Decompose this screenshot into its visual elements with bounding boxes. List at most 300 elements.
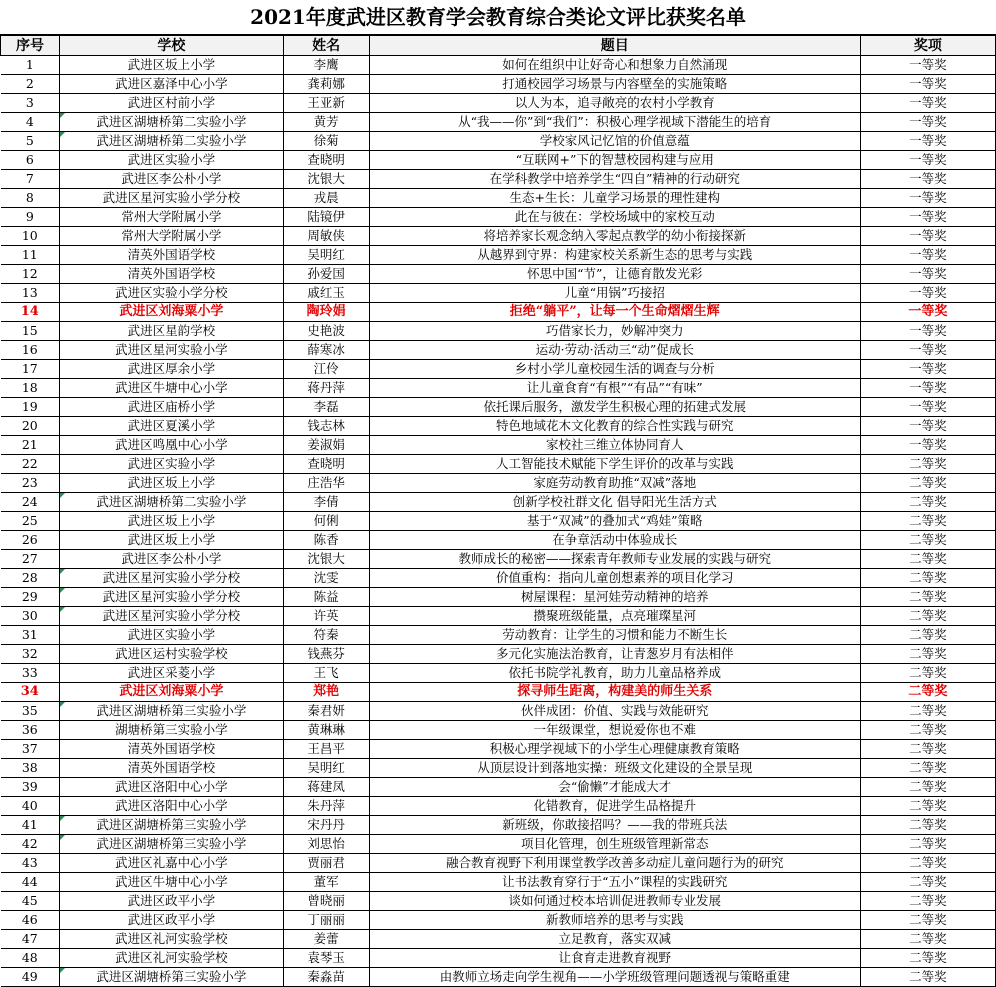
cell-award[interactable]: 二等奖 (860, 949, 995, 968)
cell-name[interactable]: 钱燕芬 (283, 645, 369, 664)
cell-no[interactable]: 6 (1, 151, 60, 170)
cell-name[interactable]: 李鹰 (283, 56, 369, 75)
cell-name[interactable]: 符秦 (283, 626, 369, 645)
cell-school[interactable]: 武进区湖塘桥第三实验小学 (60, 702, 283, 721)
cell-name[interactable]: 查晓明 (283, 151, 369, 170)
cell-award[interactable]: 二等奖 (860, 493, 995, 512)
cell-school[interactable]: 武进区礼河实验学校 (60, 949, 283, 968)
table-row (1, 170, 996, 189)
cell-no[interactable]: 44 (1, 873, 60, 892)
table-row (1, 360, 996, 379)
header-no[interactable]: 序号 (1, 36, 60, 56)
cell-topic[interactable]: 以人为本，追寻敞亮的农村小学教育 (369, 94, 860, 113)
cell-topic[interactable]: 积极心理学视域下的小学生心理健康教育策略 (369, 740, 860, 759)
cell-no[interactable]: 26 (1, 531, 60, 550)
cell-topic[interactable]: 儿童“用锅”巧接招 (369, 284, 860, 303)
cell-name[interactable]: 陈益 (283, 588, 369, 607)
cell-no[interactable]: 41 (1, 816, 60, 835)
table-row (1, 588, 996, 607)
cell-award[interactable]: 二等奖 (860, 930, 995, 949)
cell-no[interactable]: 14 (1, 303, 60, 322)
cell-name[interactable]: 王昌平 (283, 740, 369, 759)
cell-topic[interactable]: 探寻师生距离，构建美的师生关系 (369, 683, 860, 702)
cell-no[interactable]: 3 (1, 94, 60, 113)
cell-school[interactable]: 武进区湖塘桥第二实验小学 (60, 493, 283, 512)
cell-school[interactable]: 武进区嘉泽中心小学 (60, 75, 283, 94)
cell-name[interactable]: 史艳波 (283, 322, 369, 341)
cell-name[interactable]: 姜淑娟 (283, 436, 369, 455)
table-row (1, 189, 996, 208)
table-row (1, 664, 996, 683)
cell-no[interactable]: 25 (1, 512, 60, 531)
table-row (1, 246, 996, 265)
table-row (1, 607, 996, 626)
cell-no[interactable]: 37 (1, 740, 60, 759)
cell-topic[interactable]: 谈如何通过校本培训促进教师专业发展 (369, 892, 860, 911)
cell-topic[interactable]: 从“我——你”到“我们”：积极心理学视域下潜能生的培育 (369, 113, 860, 132)
cell-school[interactable]: 武进区政平小学 (60, 911, 283, 930)
table-row (1, 645, 996, 664)
cell-topic[interactable]: 运动·劳动·活动三“动”促成长 (369, 341, 860, 360)
cell-school[interactable]: 武进区实验小学 (60, 151, 283, 170)
cell-name[interactable]: 许英 (283, 607, 369, 626)
table-row (1, 303, 996, 322)
cell-name[interactable]: 庄浩华 (283, 474, 369, 493)
cell-topic[interactable]: 将培养家长观念纳入零起点教学的幼小衔接探新 (369, 227, 860, 246)
cell-award[interactable]: 一等奖 (860, 94, 995, 113)
cell-award[interactable]: 二等奖 (860, 759, 995, 778)
cell-school[interactable]: 武进区洛阳中心小学 (60, 778, 283, 797)
cell-school[interactable]: 武进区牛塘中心小学 (60, 379, 283, 398)
table-row (1, 75, 996, 94)
cell-topic[interactable]: 人工智能技术赋能下学生评价的改革与实践 (369, 455, 860, 474)
cell-award[interactable]: 二等奖 (860, 702, 995, 721)
table-row (1, 835, 996, 854)
cell-no[interactable]: 45 (1, 892, 60, 911)
table-row (1, 493, 996, 512)
cell-name[interactable]: 陶玲娟 (283, 303, 369, 322)
table-row (1, 322, 996, 341)
cell-topic[interactable]: 从顶层设计到落地实操：班级文化建设的全景呈现 (369, 759, 860, 778)
cell-name[interactable]: 周敏侠 (283, 227, 369, 246)
cell-name[interactable]: 姜蕾 (283, 930, 369, 949)
cell-award[interactable]: 一等奖 (860, 436, 995, 455)
cell-name[interactable]: 王飞 (283, 664, 369, 683)
cell-name[interactable]: 贾丽君 (283, 854, 369, 873)
cell-name[interactable]: 刘思怡 (283, 835, 369, 854)
cell-award[interactable]: 二等奖 (860, 721, 995, 740)
cell-school[interactable]: 武进区鸣凰中心小学 (60, 436, 283, 455)
cell-award[interactable]: 一等奖 (860, 303, 995, 322)
table-row (1, 911, 996, 930)
cell-no[interactable]: 35 (1, 702, 60, 721)
cell-topic[interactable]: 巧借家长力，妙解冲突力 (369, 322, 860, 341)
cell-topic[interactable]: 一年级课堂，想说爱你也不难 (369, 721, 860, 740)
cell-award[interactable]: 一等奖 (860, 227, 995, 246)
cell-no[interactable]: 15 (1, 322, 60, 341)
cell-name[interactable]: 龚莉娜 (283, 75, 369, 94)
cell-name[interactable]: 黄芳 (283, 113, 369, 132)
cell-no[interactable]: 33 (1, 664, 60, 683)
cell-award[interactable]: 二等奖 (860, 664, 995, 683)
cell-no[interactable]: 8 (1, 189, 60, 208)
cell-award[interactable]: 二等奖 (860, 588, 995, 607)
cell-no[interactable]: 34 (1, 683, 60, 702)
cell-topic[interactable]: 让食育走进教育视野 (369, 949, 860, 968)
cell-name[interactable]: 陈香 (283, 531, 369, 550)
table-row (1, 113, 996, 132)
table-row (1, 778, 996, 797)
cell-award[interactable]: 一等奖 (860, 398, 995, 417)
cell-award[interactable]: 二等奖 (860, 607, 995, 626)
cell-school[interactable]: 武进区湖塘桥第二实验小学 (60, 132, 283, 151)
cell-no[interactable]: 13 (1, 284, 60, 303)
cell-school[interactable]: 武进区实验小学分校 (60, 284, 283, 303)
award-table (0, 35, 996, 987)
table-row (1, 550, 996, 569)
cell-name[interactable]: 宋丹丹 (283, 816, 369, 835)
cell-topic[interactable]: 基于“双减”的叠加式“鸡娃”策略 (369, 512, 860, 531)
table-row (1, 873, 996, 892)
cell-topic[interactable]: 化错教育，促进学生品格提升 (369, 797, 860, 816)
cell-topic[interactable]: 由教师立场走向学生视角——小学班级管理问题透视与策略重建 (369, 968, 860, 987)
cell-no[interactable]: 36 (1, 721, 60, 740)
cell-name[interactable]: 蒋丹萍 (283, 379, 369, 398)
cell-school[interactable]: 武进区坂上小学 (60, 56, 283, 75)
cell-award[interactable]: 二等奖 (860, 873, 995, 892)
cell-topic[interactable]: 新教师培养的思考与实践 (369, 911, 860, 930)
cell-name[interactable]: 王亚新 (283, 94, 369, 113)
header-topic[interactable]: 题目 (369, 36, 860, 56)
cell-name[interactable]: 朱丹萍 (283, 797, 369, 816)
table-row (1, 512, 996, 531)
cell-award[interactable]: 二等奖 (860, 854, 995, 873)
cell-award[interactable]: 二等奖 (860, 626, 995, 645)
cell-school[interactable]: 武进区实验小学 (60, 455, 283, 474)
cell-name[interactable]: 秦君妍 (283, 702, 369, 721)
cell-school[interactable]: 武进区礼河实验学校 (60, 930, 283, 949)
table-row (1, 417, 996, 436)
cell-name[interactable]: 吴明红 (283, 759, 369, 778)
cell-school[interactable]: 清英外国语学校 (60, 759, 283, 778)
cell-no[interactable]: 29 (1, 588, 60, 607)
header-award[interactable]: 奖项 (860, 36, 995, 56)
cell-name[interactable]: 袁琴玉 (283, 949, 369, 968)
cell-topic[interactable]: 新班级，你敢接招吗？——我的带班兵法 (369, 816, 860, 835)
cell-topic[interactable]: 特色地域花木文化教育的综合性实践与研究 (369, 417, 860, 436)
cell-award[interactable]: 一等奖 (860, 56, 995, 75)
cell-school[interactable]: 武进区采菱小学 (60, 664, 283, 683)
cell-school[interactable]: 武进区星河实验小学 (60, 341, 283, 360)
table-row (1, 930, 996, 949)
cell-school[interactable]: 常州大学附属小学 (60, 227, 283, 246)
cell-name[interactable]: 董军 (283, 873, 369, 892)
cell-no[interactable]: 11 (1, 246, 60, 265)
cell-no[interactable]: 32 (1, 645, 60, 664)
cell-award[interactable]: 一等奖 (860, 379, 995, 398)
cell-no[interactable]: 7 (1, 170, 60, 189)
cell-topic[interactable]: 家校社三维立体协同育人 (369, 436, 860, 455)
cell-award[interactable]: 二等奖 (860, 816, 995, 835)
table-row (1, 569, 996, 588)
cell-school[interactable]: 武进区刘海粟小学 (60, 683, 283, 702)
cell-name[interactable]: 沈银大 (283, 170, 369, 189)
table-row (1, 683, 996, 702)
cell-school[interactable]: 武进区刘海粟小学 (60, 303, 283, 322)
cell-award[interactable]: 二等奖 (860, 550, 995, 569)
cell-award[interactable]: 一等奖 (860, 417, 995, 436)
cell-school[interactable]: 武进区坂上小学 (60, 531, 283, 550)
header-name[interactable]: 姓名 (283, 36, 369, 56)
cell-no[interactable]: 20 (1, 417, 60, 436)
cell-topic[interactable]: 如何在组织中让好奇心和想象力自然涌现 (369, 56, 860, 75)
cell-no[interactable]: 21 (1, 436, 60, 455)
cell-school[interactable]: 武进区运村实验学校 (60, 645, 283, 664)
cell-no[interactable]: 1 (1, 56, 60, 75)
cell-no[interactable]: 43 (1, 854, 60, 873)
cell-topic[interactable]: 会“偷懒”才能成大才 (369, 778, 860, 797)
cell-award[interactable]: 一等奖 (860, 113, 995, 132)
cell-award[interactable]: 二等奖 (860, 474, 995, 493)
cell-school[interactable]: 武进区星河实验小学分校 (60, 588, 283, 607)
cell-topic[interactable]: 劳动教育：让学生的习惯和能力不断生长 (369, 626, 860, 645)
cell-school[interactable]: 武进区礼嘉中心小学 (60, 854, 283, 873)
table-row (1, 949, 996, 968)
cell-name[interactable]: 陆镜伊 (283, 208, 369, 227)
cell-topic[interactable]: 在学科教学中培养学生“四自”精神的行动研究 (369, 170, 860, 189)
cell-topic[interactable]: 让儿童食育“有根”“有品”“有味” (369, 379, 860, 398)
table-body (1, 56, 996, 987)
cell-school[interactable]: 武进区庙桥小学 (60, 398, 283, 417)
cell-topic[interactable]: 多元化实施法治教育，让青葱岁月有法相伴 (369, 645, 860, 664)
cell-topic[interactable]: 创新学校社群文化 倡导阳光生活方式 (369, 493, 860, 512)
cell-no[interactable]: 9 (1, 208, 60, 227)
table-row (1, 132, 996, 151)
header-row (1, 36, 996, 56)
table-row (1, 436, 996, 455)
cell-school[interactable]: 常州大学附属小学 (60, 208, 283, 227)
cell-school[interactable]: 清英外国语学校 (60, 740, 283, 759)
cell-topic[interactable]: 学校家风记忆馆的价值意蕴 (369, 132, 860, 151)
cell-topic[interactable]: 让书法教育穿行于“五小”课程的实践研究 (369, 873, 860, 892)
cell-school[interactable]: 清英外国语学校 (60, 265, 283, 284)
cell-award[interactable]: 一等奖 (860, 341, 995, 360)
cell-topic[interactable]: 拒绝“躺平”，让每一个生命熠熠生辉 (369, 303, 860, 322)
cell-name[interactable]: 丁丽丽 (283, 911, 369, 930)
table-row (1, 721, 996, 740)
cell-award[interactable]: 一等奖 (860, 151, 995, 170)
cell-name[interactable]: 孙爱国 (283, 265, 369, 284)
cell-school[interactable]: 武进区星河实验小学分校 (60, 569, 283, 588)
cell-name[interactable]: 秦淼苗 (283, 968, 369, 987)
cell-no[interactable]: 38 (1, 759, 60, 778)
table-row (1, 379, 996, 398)
cell-no[interactable]: 24 (1, 493, 60, 512)
table-row (1, 341, 996, 360)
cell-award[interactable]: 二等奖 (860, 531, 995, 550)
cell-topic[interactable]: 家庭劳动教育助推“双减”落地 (369, 474, 860, 493)
cell-name[interactable]: 沈银大 (283, 550, 369, 569)
cell-topic[interactable]: 在争章活动中体验成长 (369, 531, 860, 550)
cell-no[interactable]: 42 (1, 835, 60, 854)
cell-topic[interactable]: 价值重构：指向儿童创想素养的项目化学习 (369, 569, 860, 588)
cell-topic[interactable]: 依托书院学礼教育，助力儿童品格养成 (369, 664, 860, 683)
cell-name[interactable]: 江伶 (283, 360, 369, 379)
cell-school[interactable]: 武进区星韵学校 (60, 322, 283, 341)
table-row (1, 151, 996, 170)
table-row (1, 892, 996, 911)
cell-topic[interactable]: 生态+生长：儿童学习场景的理性建构 (369, 189, 860, 208)
cell-school[interactable]: 武进区政平小学 (60, 892, 283, 911)
cell-school[interactable]: 武进区李公朴小学 (60, 170, 283, 189)
table-row (1, 208, 996, 227)
cell-award[interactable]: 一等奖 (860, 75, 995, 94)
cell-school[interactable]: 武进区厚余小学 (60, 360, 283, 379)
cell-no[interactable]: 48 (1, 949, 60, 968)
cell-name[interactable]: 郑艳 (283, 683, 369, 702)
cell-award[interactable]: 一等奖 (860, 284, 995, 303)
table-row (1, 455, 996, 474)
cell-topic[interactable]: 立足教育，落实双减 (369, 930, 860, 949)
cell-school[interactable]: 武进区星河实验小学分校 (60, 189, 283, 208)
cell-name[interactable]: 何俐 (283, 512, 369, 531)
cell-name[interactable]: 吴明红 (283, 246, 369, 265)
cell-name[interactable]: 李磊 (283, 398, 369, 417)
cell-name[interactable]: 徐菊 (283, 132, 369, 151)
cell-topic[interactable]: 融合教育视野下利用课堂教学改善多动症儿童问题行为的研究 (369, 854, 860, 873)
cell-school[interactable]: 武进区湖塘桥第三实验小学 (60, 835, 283, 854)
cell-award[interactable]: 一等奖 (860, 132, 995, 151)
cell-award[interactable]: 二等奖 (860, 911, 995, 930)
cell-school[interactable]: 湖塘桥第三实验小学 (60, 721, 283, 740)
cell-name[interactable]: 沈雯 (283, 569, 369, 588)
cell-award[interactable]: 二等奖 (860, 645, 995, 664)
cell-award[interactable]: 二等奖 (860, 778, 995, 797)
cell-school[interactable]: 武进区牛塘中心小学 (60, 873, 283, 892)
cell-school[interactable]: 武进区湖塘桥第二实验小学 (60, 113, 283, 132)
table-row (1, 265, 996, 284)
cell-name[interactable]: 钱志林 (283, 417, 369, 436)
cell-no[interactable]: 19 (1, 398, 60, 417)
cell-award[interactable]: 二等奖 (860, 455, 995, 474)
cell-school[interactable]: 武进区湖塘桥第三实验小学 (60, 816, 283, 835)
cell-topic[interactable]: 依托课后服务，激发学生积极心理的拓建式发展 (369, 398, 860, 417)
cell-no[interactable]: 49 (1, 968, 60, 987)
cell-award[interactable]: 二等奖 (860, 740, 995, 759)
cell-topic[interactable]: 树屋课程：星河娃劳动精神的培养 (369, 588, 860, 607)
cell-no[interactable]: 4 (1, 113, 60, 132)
cell-no[interactable]: 39 (1, 778, 60, 797)
cell-school[interactable]: 武进区村前小学 (60, 94, 283, 113)
cell-school[interactable]: 武进区湖塘桥第三实验小学 (60, 968, 283, 987)
cell-award[interactable]: 二等奖 (860, 797, 995, 816)
cell-award[interactable]: 一等奖 (860, 360, 995, 379)
cell-topic[interactable]: “互联网+”下的智慧校园构建与应用 (369, 151, 860, 170)
table-row (1, 854, 996, 873)
cell-topic[interactable]: 怀思中国“节”，让德育散发光彩 (369, 265, 860, 284)
table-row (1, 474, 996, 493)
cell-name[interactable]: 查晓明 (283, 455, 369, 474)
cell-school[interactable]: 清英外国语学校 (60, 246, 283, 265)
cell-topic[interactable]: 打通校园学习场景与内容壁垒的实施策略 (369, 75, 860, 94)
cell-no[interactable]: 10 (1, 227, 60, 246)
page-title: 2021年度武进区教育学会教育综合类论文评比获奖名单 (0, 0, 996, 35)
cell-name[interactable]: 李倩 (283, 493, 369, 512)
cell-name[interactable]: 戚红玉 (283, 284, 369, 303)
table-row (1, 227, 996, 246)
cell-school[interactable]: 武进区坂上小学 (60, 474, 283, 493)
cell-award[interactable]: 一等奖 (860, 189, 995, 208)
table-row (1, 56, 996, 75)
cell-school[interactable]: 武进区夏溪小学 (60, 417, 283, 436)
cell-topic[interactable]: 教师成长的秘密——探索青年教师专业发展的实践与研究 (369, 550, 860, 569)
table-row (1, 797, 996, 816)
table-row (1, 94, 996, 113)
cell-no[interactable]: 2 (1, 75, 60, 94)
table-row (1, 740, 996, 759)
cell-topic[interactable]: 此在与彼在：学校场域中的家校互动 (369, 208, 860, 227)
table-row (1, 626, 996, 645)
table-row (1, 531, 996, 550)
cell-name[interactable]: 曾晓丽 (283, 892, 369, 911)
cell-school[interactable]: 武进区坂上小学 (60, 512, 283, 531)
cell-award[interactable]: 二等奖 (860, 683, 995, 702)
cell-no[interactable]: 5 (1, 132, 60, 151)
cell-no[interactable]: 40 (1, 797, 60, 816)
cell-name[interactable]: 戎晨 (283, 189, 369, 208)
cell-topic[interactable]: 项目化管理，创生班级管理新常态 (369, 835, 860, 854)
cell-topic[interactable]: 伙伴成团：价值、实践与效能研究 (369, 702, 860, 721)
cell-no[interactable]: 47 (1, 930, 60, 949)
cell-award[interactable]: 一等奖 (860, 265, 995, 284)
cell-award[interactable]: 二等奖 (860, 892, 995, 911)
cell-topic[interactable]: 乡村小学儿童校园生活的调查与分析 (369, 360, 860, 379)
cell-name[interactable]: 黄琳琳 (283, 721, 369, 740)
cell-no[interactable]: 18 (1, 379, 60, 398)
cell-no[interactable]: 12 (1, 265, 60, 284)
cell-topic[interactable]: 从越界到守界：构建家校关系新生态的思考与实践 (369, 246, 860, 265)
cell-no[interactable]: 17 (1, 360, 60, 379)
cell-award[interactable]: 二等奖 (860, 569, 995, 588)
cell-school[interactable]: 武进区星河实验小学分校 (60, 607, 283, 626)
cell-no[interactable]: 27 (1, 550, 60, 569)
cell-school[interactable]: 武进区李公朴小学 (60, 550, 283, 569)
cell-no[interactable]: 22 (1, 455, 60, 474)
table-row (1, 398, 996, 417)
table-row (1, 702, 996, 721)
cell-no[interactable]: 46 (1, 911, 60, 930)
cell-award[interactable]: 一等奖 (860, 246, 995, 265)
cell-no[interactable]: 23 (1, 474, 60, 493)
cell-name[interactable]: 蒋建凤 (283, 778, 369, 797)
cell-award[interactable]: 一等奖 (860, 208, 995, 227)
cell-no[interactable]: 16 (1, 341, 60, 360)
cell-award[interactable]: 二等奖 (860, 512, 995, 531)
cell-school[interactable]: 武进区洛阳中心小学 (60, 797, 283, 816)
cell-no[interactable]: 30 (1, 607, 60, 626)
header-school[interactable]: 学校 (60, 36, 283, 56)
cell-school[interactable]: 武进区实验小学 (60, 626, 283, 645)
cell-award[interactable]: 二等奖 (860, 968, 995, 987)
cell-award[interactable]: 一等奖 (860, 170, 995, 189)
cell-name[interactable]: 薛寒冰 (283, 341, 369, 360)
cell-no[interactable]: 28 (1, 569, 60, 588)
cell-no[interactable]: 31 (1, 626, 60, 645)
cell-topic[interactable]: 攒聚班级能量，点亮璀璨星河 (369, 607, 860, 626)
table-row (1, 759, 996, 778)
cell-award[interactable]: 一等奖 (860, 322, 995, 341)
cell-award[interactable]: 二等奖 (860, 835, 995, 854)
